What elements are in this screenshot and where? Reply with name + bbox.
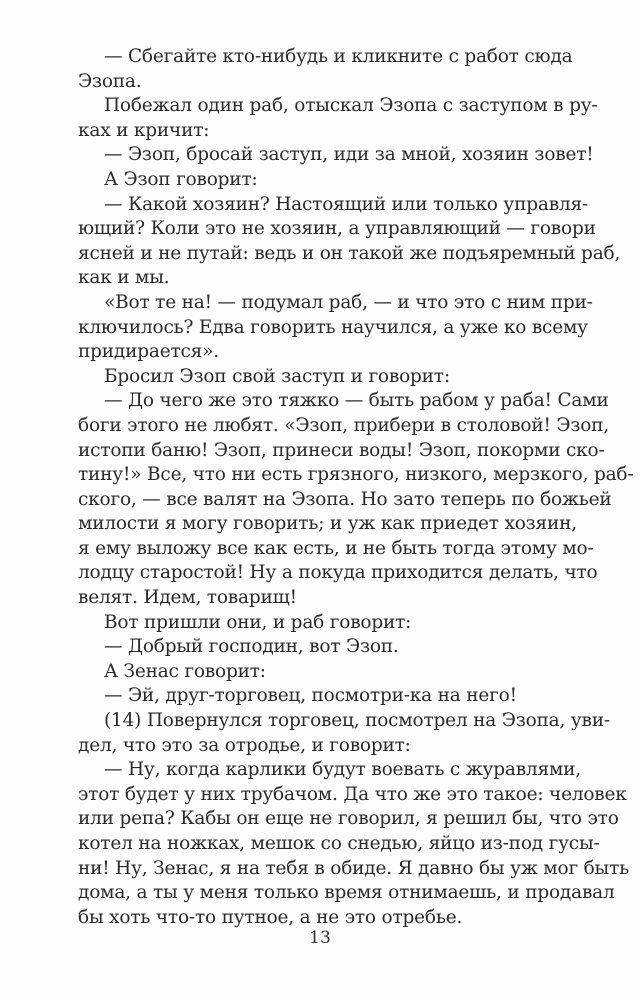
text-line: ского, — все валят на Эзопа. Но зато теперь по божьей: [78, 488, 612, 510]
text-line: боги этого не любят. «Эзоп, прибери в столовой! Эзоп,: [78, 414, 609, 436]
text-line: (14) Повернулся торговец, посмотрел на Эзопа, уви-: [104, 710, 610, 732]
text-line: — Сбегайте кто-нибудь и кликните с работ сюда: [104, 46, 573, 67]
text-line: — Эзоп, бросай заступ, иди за мной, хозяин зовет!: [104, 144, 594, 166]
text-line: ни! Ну, Зенас, я на тебя в обиде. Я давно бы уж мог быть: [78, 857, 629, 879]
text-line: — До чего же это тяжко — быть рабом у раба! Сами: [104, 390, 609, 412]
text-line: — Ну, когда карлики будут воевать с журавлями,: [104, 759, 581, 781]
text-line: Эзопа.: [78, 70, 142, 92]
text-line: этот будет у них трубачом. Да что же это такое: человек: [78, 783, 627, 805]
text-line: я ему выложу все как есть, и не быть тогда этому мо-: [78, 537, 594, 559]
text-line: лодцу старостой! Ну а покуда приходится делать, что: [78, 562, 598, 584]
text-line: бы хоть что-то путное, а не это отребье.: [78, 906, 463, 928]
text-line: истопи баню! Эзоп, принеси воды! Эзоп, покорми ско-: [78, 439, 605, 461]
text-line: или репа? Кабы он еще не говорил, я решил бы, что это: [78, 808, 619, 830]
text-line: ясней и не путай: ведь и он такой же подъяремный раб,: [78, 242, 621, 264]
page-number: 13: [309, 928, 331, 948]
text-line: как и мы.: [78, 267, 170, 289]
text-line: тину!» Все, что ни есть грязного, низкого, мерзкого, раб-: [78, 464, 634, 486]
text-line: ключилось? Едва говорить научился, а уже ко всему: [78, 316, 588, 338]
text-line: Бросил Эзоп свой заступ и говорит:: [104, 365, 450, 387]
text-line: А Зенас говорит:: [104, 660, 266, 682]
text-line: дома, а ты у меня только время отнимаешь, и продавал: [78, 882, 615, 904]
text-line: велят. Идем, товарищ!: [78, 587, 297, 609]
text-line: — Добрый господин, вот Эзоп.: [104, 636, 399, 658]
text-line: А Эзоп говорит:: [104, 168, 258, 190]
text-line: — Какой хозяин? Настоящий или только управля-: [104, 193, 588, 215]
text-line: придирается».: [78, 341, 219, 363]
text-line: милости я могу говорить; и уж как приедет хозяин,: [78, 513, 577, 535]
text-line: ющий? Коли это не хозяин, а управляющий — говори: [78, 218, 596, 240]
text-line: котел на ножках, мешок со снедью, яйцо из-под гусы-: [78, 833, 600, 854]
text-line: Побежал один раб, отыскал Эзопа с заступом в ру-: [104, 95, 598, 117]
body-text: [78, 45, 634, 930]
text-line: ках и кричит:: [78, 119, 210, 141]
text-line: — Эй, друг-торговец, посмотри-ка на него!: [104, 685, 517, 707]
text-line: дел, что это за отродье, и говорит:: [78, 734, 411, 756]
text-line: «Вот те на! — подумал раб, — и что это с ним при-: [104, 291, 593, 313]
text-line: Вот пришли они, и раб говорит:: [104, 611, 412, 633]
